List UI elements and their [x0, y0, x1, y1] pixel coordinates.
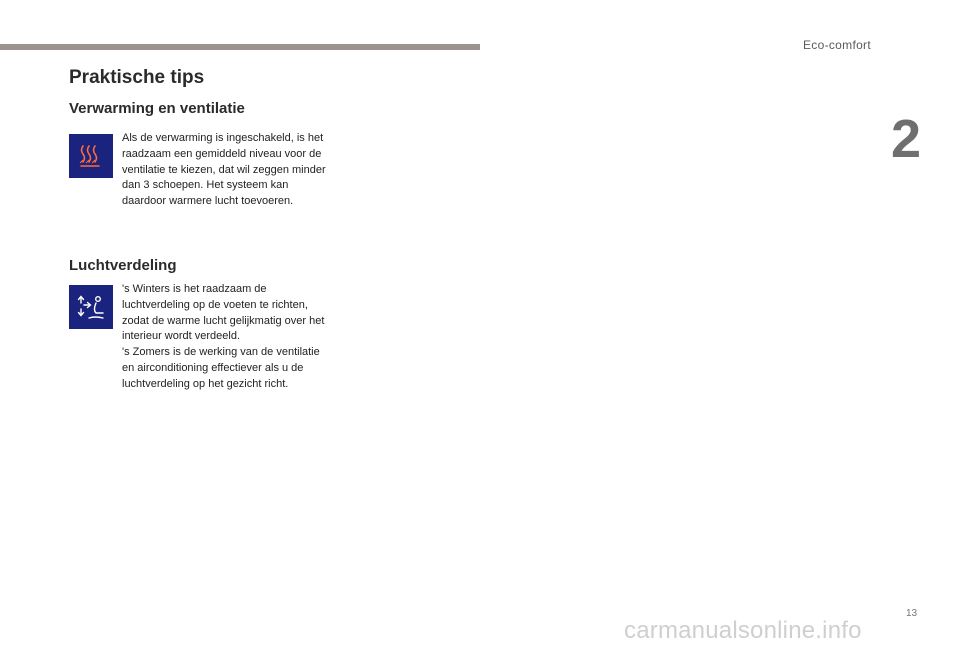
verwarming-text: Als de verwarming is ingeschakeld, is het raadzaam een gemiddeld niveau voor de ventilatie te kiezen, dat wil zeggen minder dan 3 schoepen. Het systeem kan daardoor warmere lucht toevoeren. [122, 132, 326, 208]
chapter-label: Eco-comfort [803, 38, 871, 52]
section-title-verwarming: Verwarming en ventilatie [69, 100, 245, 117]
watermark: carmanualsonline.info [624, 617, 862, 644]
verwarming-paragraph [122, 131, 327, 210]
page-number: 13 [906, 608, 918, 619]
luchtverdeling-text-zomer: 's Zomers is de werking van de ventilatie en airconditioning effectiever als u de luchtverdeling op het gezicht richt. [122, 346, 320, 390]
page-title: Praktische tips [69, 67, 205, 88]
section-title-luchtverdeling: Luchtverdeling [69, 257, 177, 274]
seat-heating-icon [69, 134, 113, 178]
air-distribution-icon [69, 285, 113, 329]
chapter-number: 2 [891, 109, 922, 169]
luchtverdeling-paragraph [122, 282, 327, 393]
header-divider-bar [0, 44, 480, 50]
luchtverdeling-text-winter: 's Winters is het raadzaam de luchtverdeling op de voeten te richten, zodat de warme lucht gelijkmatig over het interieur wordt verdeeld. [122, 283, 325, 343]
